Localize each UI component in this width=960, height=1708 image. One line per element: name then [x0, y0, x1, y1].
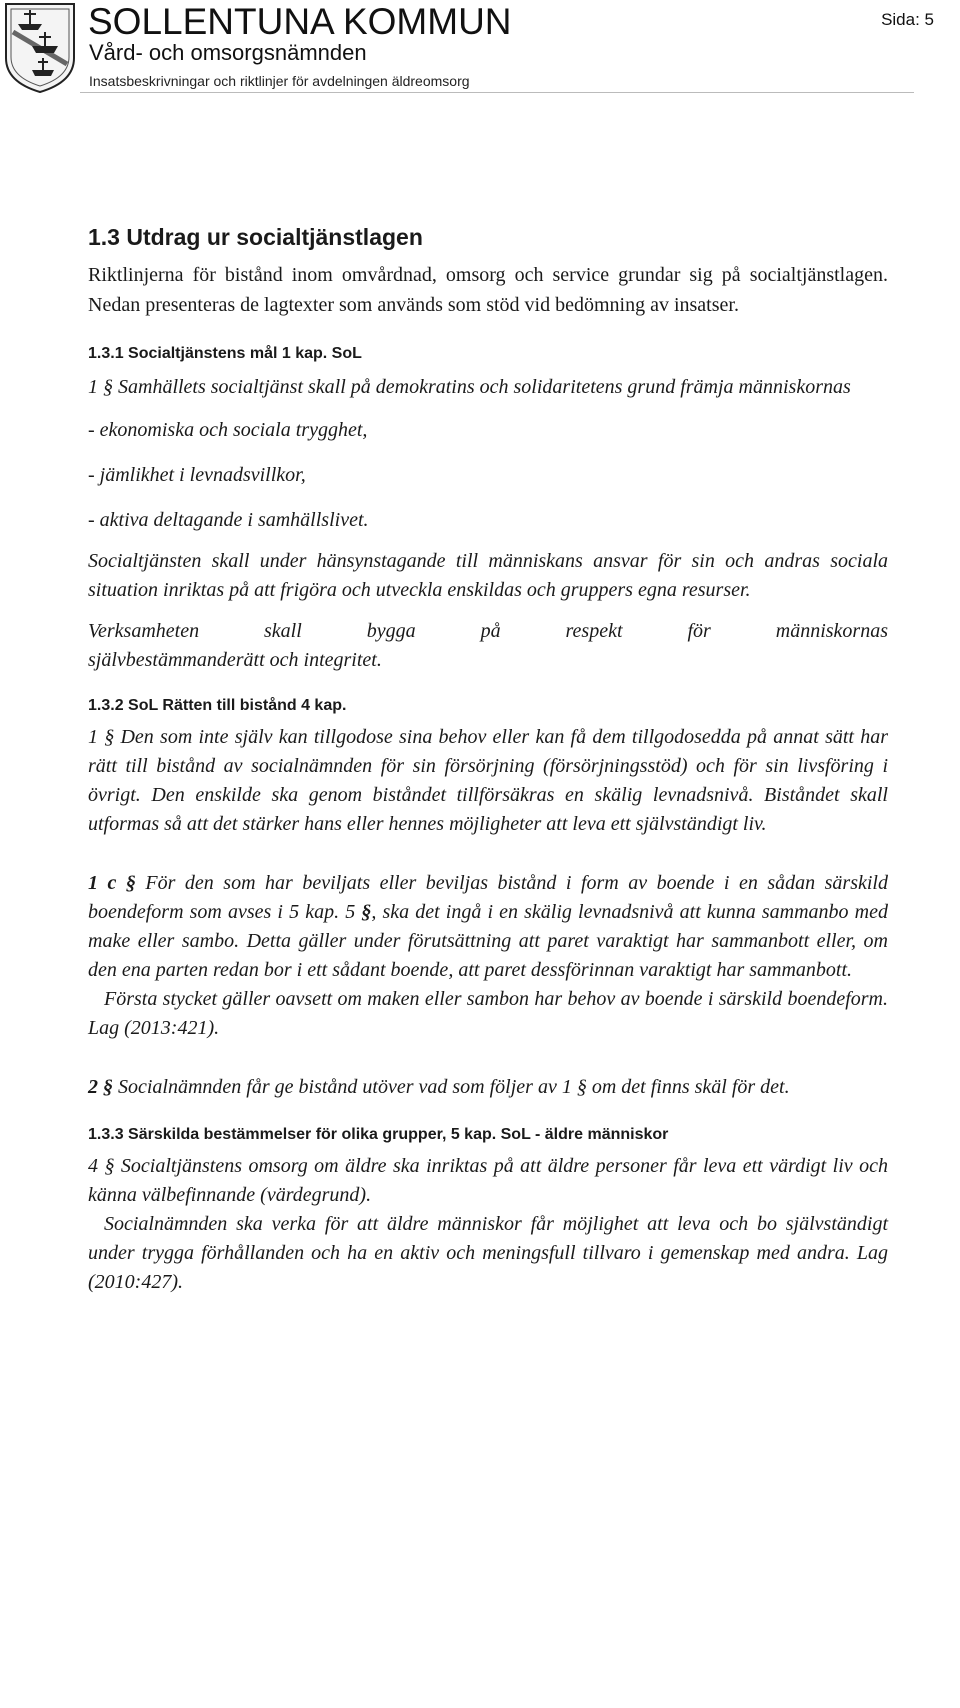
paragraph-activity-line1: Verksamheten skall bygga på respekt för människornas: [88, 620, 888, 642]
paragraph-1c-section: 1 c § För den som har beviljats eller beviljas bistånd i form av boende i en sådan särskild boendeform som avses i 5 kap. 5 §, ska det ingå i en skälig levnadsnivå att kunna sammanbo med make eller sambo. Detta gäller under förutsättning att paret varaktigt har sammanbott eller, om den ena parten redan bor i ett sådant boende, att paret dessförinnan varaktigt har sammanbott.: [88, 872, 888, 981]
paragraph-social-committee: Socialnämnden ska verka för att äldre människor får möjlighet att leva och bo självständigt under trygga förhållanden och ha en aktiv och meningsfull tillvaro i gemenskap med andra. Lag (2010:427).: [88, 1213, 888, 1293]
section-heading: 1.3 Utdrag ur socialtjänstlagen: [88, 224, 423, 250]
section-intro: Riktlinjerna för bistånd inom omvårdnad, omsorg och service grundar sig på socialtjänstlagen. Nedan presenteras de lagtexter som används som stöd vid bedömning av insatser.: [88, 264, 888, 316]
paragraph-social-services: Socialtjänsten skall under hänsynstagande till människans ansvar för sin och andras sociala situation inriktas på att frigöra och utveckla enskildas och gruppers egna resurser.: [88, 550, 888, 601]
list-item: - jämlikhet i levnadsvillkor,: [88, 464, 306, 486]
page-number: Sida: 5: [881, 10, 934, 29]
paragraph-2-section: 2 § Socialnämnden får ge bistånd utöver vad som följer av 1 § om det finns skäl för det.: [88, 1076, 790, 1098]
section-reference: 2 §: [88, 1076, 113, 1098]
subsection-heading-goals: 1.3.1 Socialtjänstens mål 1 kap. SoL: [88, 345, 362, 362]
header-divider: [80, 92, 914, 93]
paragraph-first-section-note: Första stycket gäller oavsett om maken eller sambon har behov av boende i särskild boendeform. Lag (2013:421).: [88, 988, 888, 1039]
paragraph-1-section: 1 § Samhällets socialtjänst skall på demokratins och solidaritetens grund främja människornas: [88, 376, 851, 398]
paragraph-4-section: 4 § Socialtjänstens omsorg om äldre ska inriktas på att äldre personer får leva ett värdigt liv och känna välbefinnande (värdegrund).: [88, 1155, 888, 1206]
paragraph-1-section-assistance: 1 § Den som inte själv kan tillgodose sina behov eller kan få dem tillgodosedda på annat sätt har rätt till bistånd av socialnämnden för sin försörjning (försörjningsstöd) och för sin livsföring i övrigt. Den enskilde ska genom biståndet tillförsäkras en skälig levnadsnivå. Biståndet skall utformas så att det stärker hans eller hennes möjligheter att leva ett självständigt liv.: [88, 726, 888, 835]
list-item: - aktiva deltagande i samhällslivet.: [88, 509, 369, 531]
subsection-heading-elderly: 1.3.3 Särskilda bestämmelser för olika grupper, 5 kap. SoL - äldre människor: [88, 1126, 669, 1143]
committee-name: Vård- och omsorgsnämnden: [89, 40, 367, 65]
municipality-name: SOLLENTUNA KOMMUN: [88, 1, 512, 42]
list-item: - ekonomiska och sociala trygghet,: [88, 419, 368, 441]
document-title: Insatsbeskrivningar och riktlinjer för avdelningen äldreomsorg: [89, 73, 470, 89]
municipality-coat-of-arms-logo: [2, 2, 78, 94]
subsection-heading-right-to-assistance: 1.3.2 SoL Rätten till bistånd 4 kap.: [88, 697, 347, 714]
paragraph-activity-line2: självbestämmanderätt och integritet.: [88, 649, 382, 671]
section-symbol: §: [361, 901, 372, 923]
section-reference: 1 c §: [88, 872, 136, 894]
page-content: [88, 222, 888, 1297]
